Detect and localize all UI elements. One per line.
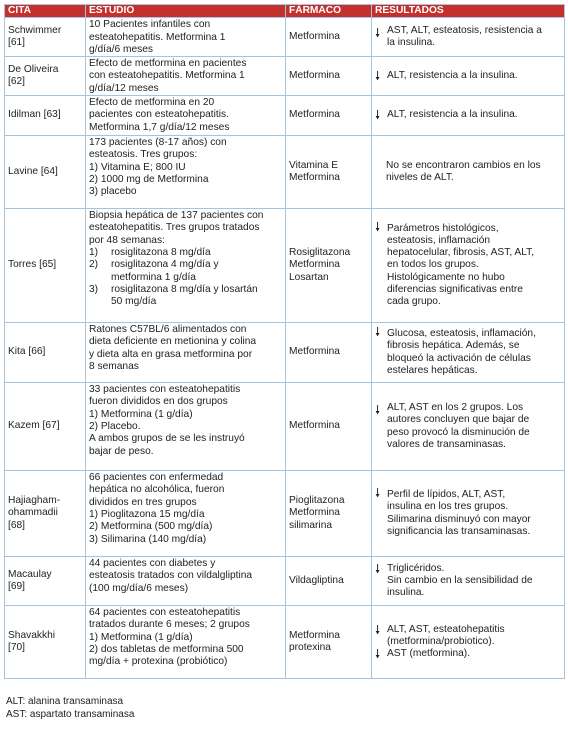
- estudio-line: esteatohepatitis. Metformina 1: [89, 31, 226, 43]
- decrease-arrow-icon: 🠗: [375, 219, 381, 234]
- resultado-line: Perfil de lípidos, ALT, AST,: [387, 488, 506, 500]
- estudio-line: A ambos grupos de se les instruyó: [89, 433, 245, 445]
- cita-line: Macaulay: [8, 568, 52, 580]
- list-number: 1): [89, 246, 99, 258]
- cita-cell: [5, 323, 86, 383]
- table-row: [5, 557, 565, 606]
- list-item-text: 50 mg/día: [111, 296, 157, 308]
- estudio-line: 2) 1000 mg de Metformina: [89, 173, 209, 185]
- estudio-line: 3) Silimarina (140 mg/día): [89, 533, 207, 545]
- resultado-line: diferencias significativas entre: [387, 284, 523, 296]
- estudio-line: esteatohepatitis. Tres grupos tratados: [89, 222, 260, 234]
- farmaco-cell: [286, 606, 372, 679]
- cita-line: Idilman [63]: [8, 109, 61, 121]
- resultados-cell: [372, 96, 565, 136]
- resultado-line: insulina en los tres grupos.: [387, 501, 509, 513]
- resultado-line: bloqueó la activación de células: [387, 352, 531, 364]
- resultado-line: peso provocó la disminución de: [387, 426, 530, 438]
- farmaco-cell: [286, 18, 372, 57]
- farmaco-line: Vildagliptina: [289, 574, 344, 586]
- estudio-cell: [86, 18, 286, 57]
- resultado-line: niveles de ALT.: [386, 172, 454, 184]
- estudio-line: 173 pacientes (8-17 años) con: [89, 137, 227, 149]
- estudio-line: Metformina 1,7 g/día/12 meses: [89, 121, 230, 133]
- estudio-line: bajar de peso.: [89, 445, 154, 457]
- estudio-line: 64 pacientes con esteatohepatitis: [89, 607, 241, 619]
- resultado-line: esteatosis, inflamación: [387, 234, 491, 246]
- header-cita: CITA: [5, 5, 86, 18]
- estudio-cell: [86, 136, 286, 209]
- resultado-line: hepatocelular, fibrosis, AST, ALT,: [387, 247, 535, 259]
- cita-cell: [5, 383, 86, 471]
- farmaco-line: Losartan: [289, 271, 329, 283]
- table-row: [5, 471, 565, 557]
- farmaco-line: Rosiglitazona: [289, 247, 351, 259]
- cita-line: Shavakkhi: [8, 629, 56, 641]
- estudio-line: 8 semanas: [89, 360, 139, 372]
- cita-cell: [5, 57, 86, 96]
- resultado-line: autores concluyen que bajar de: [387, 414, 530, 426]
- estudio-line: g/día/6 meses: [89, 43, 153, 55]
- estudio-cell: [86, 323, 286, 383]
- resultado-line: ALT, resistencia a la insulina.: [387, 109, 518, 121]
- cita-line: Schwimmer: [8, 24, 62, 36]
- resultado-line: No se encontraron cambios en los: [386, 159, 541, 171]
- farmaco-cell: [286, 557, 372, 606]
- cita-cell: [5, 557, 86, 606]
- estudio-line: g/día/12 meses: [89, 82, 159, 94]
- farmaco-cell: [286, 471, 372, 557]
- cita-line: [70]: [8, 642, 25, 654]
- cita-line: Kazem [67]: [8, 420, 60, 432]
- resultado-line: Glucosa, esteatosis, inflamación,: [387, 327, 536, 339]
- resultado-line: Triglicéridos.: [387, 562, 445, 574]
- resultado-line: la insulina.: [387, 37, 436, 49]
- estudio-cell: [86, 557, 286, 606]
- estudio-line: 1) Metformina (1 g/día): [89, 408, 193, 420]
- resultado-line: AST (metformina).: [387, 648, 471, 660]
- estudio-line: dieta deficiente en metionina y colina: [89, 336, 257, 348]
- table-row: [5, 323, 565, 383]
- table-row: [5, 18, 565, 57]
- farmaco-cell: [286, 136, 372, 209]
- resultados-cell: [372, 471, 565, 557]
- cita-cell: [5, 606, 86, 679]
- decrease-arrow-icon: 🠗: [375, 68, 381, 83]
- resultado-line: insulina.: [387, 587, 425, 599]
- estudio-cell: [86, 383, 286, 471]
- cita-line: Hajiagham-: [8, 495, 61, 507]
- estudio-line: 1) Metformina (1 g/día): [89, 631, 193, 643]
- resultado-line: Parámetros histológicos,: [387, 222, 499, 234]
- cita-line: [62]: [8, 76, 25, 88]
- resultado-line: en todos los grupos.: [387, 259, 479, 271]
- estudio-line: divididos en tres grupos: [89, 496, 197, 508]
- estudio-line: tratados durante 6 meses; 2 grupos: [89, 619, 250, 631]
- estudio-line: 66 pacientes con enfermedad: [89, 472, 224, 484]
- cita-cell: [5, 96, 86, 136]
- table-row: [5, 57, 565, 96]
- resultado-line: AST, ALT, esteatosis, resistencia a: [387, 24, 542, 36]
- farmaco-line: Metformina: [289, 420, 340, 432]
- estudio-line: (100 mg/día/6 meses): [89, 582, 189, 594]
- estudio-line: esteatosis. Tres grupos:: [89, 149, 198, 161]
- estudio-line: 2) Metformina (500 mg/día): [89, 521, 213, 533]
- estudio-line: Efecto de metformina en 20: [89, 97, 215, 109]
- resultado-line: ALT, resistencia a la insulina.: [387, 69, 518, 81]
- farmaco-line: protexina: [289, 642, 331, 654]
- resultados-cell: [372, 557, 565, 606]
- list-item-text: rosiglitazona 8 mg/día: [111, 246, 211, 258]
- estudio-line: pacientes con esteatohepatitis.: [89, 109, 229, 121]
- farmaco-cell: [286, 57, 372, 96]
- farmaco-line: Pioglitazona: [289, 495, 345, 507]
- farmaco-line: Metformina: [289, 507, 340, 519]
- estudio-line: mg/día + protexina (probiótico): [89, 656, 228, 668]
- farmaco-line: Metformina: [289, 346, 340, 358]
- estudio-line: esteatosis tratados con vildalgliptina: [89, 570, 253, 582]
- table-row: [5, 136, 565, 209]
- list-item-text: metformina 1 g/día: [111, 271, 196, 283]
- farmaco-line: Metformina: [289, 259, 340, 271]
- resultado-line: (metformina/probiotico).: [387, 635, 495, 647]
- list-item-text: rosiglitazona 4 mg/día y: [111, 259, 219, 271]
- estudio-line: por 48 semanas:: [89, 234, 165, 246]
- resultado-line: ALT, AST en los 2 grupos. Los: [387, 401, 524, 413]
- estudio-cell: [86, 96, 286, 136]
- resultados-cell: [372, 57, 565, 96]
- cita-line: ohammadii: [8, 507, 58, 519]
- decrease-arrow-icon: 🠗: [375, 647, 381, 662]
- table-row: [5, 606, 565, 679]
- header-estudio: ESTUDIO: [86, 5, 286, 18]
- resultado-line: Silimarina disminuyó con mayor: [387, 513, 531, 525]
- decrease-arrow-icon: 🠗: [375, 485, 381, 500]
- farmaco-cell: [286, 323, 372, 383]
- studies-table: [4, 4, 565, 679]
- farmaco-cell: [286, 383, 372, 471]
- estudio-cell: [86, 471, 286, 557]
- footnote: ALT: alanina transaminasa: [6, 696, 124, 707]
- farmaco-line: Metformina: [289, 109, 340, 121]
- cita-line: Lavine [64]: [8, 165, 58, 177]
- cita-cell: [5, 209, 86, 323]
- farmaco-line: Metformina: [289, 629, 340, 641]
- resultados-cell: [372, 606, 565, 679]
- estudio-line: 44 pacientes con diabetes y: [89, 558, 216, 570]
- estudio-line: Efecto de metformina en pacientes: [89, 58, 247, 70]
- resultado-line: fibrosis hepática. Además, se: [387, 340, 520, 352]
- estudio-line: Ratones C57BL/6 alimentados con: [89, 324, 247, 336]
- farmaco-cell: [286, 96, 372, 136]
- estudio-line: 33 pacientes con esteatohepatitis: [89, 384, 241, 396]
- cita-line: Kita [66]: [8, 346, 46, 358]
- farmaco-line: Metformina: [289, 31, 340, 43]
- estudio-line: 1) Vitamina E; 800 IU: [89, 161, 186, 173]
- estudio-line: 2) dos tabletas de metformina 500: [89, 643, 244, 655]
- farmaco-line: silimarina: [289, 519, 333, 531]
- decrease-arrow-icon: 🠗: [375, 622, 381, 637]
- estudio-cell: [86, 209, 286, 323]
- decrease-arrow-icon: 🠗: [375, 25, 381, 40]
- decrease-arrow-icon: 🠗: [375, 402, 381, 417]
- table-row: [5, 383, 565, 471]
- resultado-line: significancia las transaminasas.: [387, 525, 531, 537]
- header-farmaco: FÁRMACO: [286, 5, 372, 18]
- estudio-line: Biopsia hepática de 137 pacientes con: [89, 210, 264, 222]
- table-row: [5, 209, 565, 323]
- cita-line: [68]: [8, 519, 25, 531]
- cita-line: [69]: [8, 581, 25, 593]
- resultados-cell: [372, 383, 565, 471]
- resultados-cell: [372, 323, 565, 383]
- resultado-line: estelares hepáticas.: [387, 364, 478, 376]
- cita-cell: [5, 471, 86, 557]
- estudio-line: 2) Placebo.: [89, 420, 141, 432]
- estudio-line: hepática no alcohólica, fueron: [89, 484, 225, 496]
- header-row: [5, 5, 565, 18]
- decrease-arrow-icon: 🠗: [375, 324, 381, 339]
- cita-line: Torres [65]: [8, 259, 57, 271]
- resultado-line: Sin cambio en la sensibilidad de: [387, 574, 533, 586]
- resultado-line: Histológicamente no hubo: [387, 271, 505, 283]
- estudio-line: con esteatohepatitis. Metformina 1: [89, 70, 245, 82]
- estudio-cell: [86, 57, 286, 96]
- estudio-cell: [86, 606, 286, 679]
- cita-cell: [5, 18, 86, 57]
- farmaco-line: Metformina: [289, 172, 340, 184]
- footnotes: [6, 695, 134, 721]
- footnote: AST: aspartato transaminasa: [6, 709, 135, 720]
- resultado-line: cada grupo.: [387, 296, 441, 308]
- resultado-line: ALT, AST, esteatohepatitis: [387, 623, 505, 635]
- estudio-line: fueron divididos en dos grupos: [89, 396, 228, 408]
- resultado-line: valores de transaminasas.: [387, 438, 506, 450]
- farmaco-line: Vitamina E: [289, 159, 339, 171]
- estudio-line: 1) Pioglitazona 15 mg/día: [89, 508, 205, 520]
- list-number: 3): [89, 283, 99, 295]
- resultados-cell: [372, 209, 565, 323]
- list-item-text: rosiglitazona 8 mg/día y losartán: [111, 283, 258, 295]
- estudio-line: y dieta alta en grasa metformina por: [89, 348, 253, 360]
- decrease-arrow-icon: 🠗: [375, 108, 381, 123]
- decrease-arrow-icon: 🠗: [375, 561, 381, 576]
- cita-line: [61]: [8, 37, 25, 49]
- estudio-line: 3) placebo: [89, 186, 137, 198]
- header-resultados: RESULTADOS: [372, 5, 565, 18]
- farmaco-cell: [286, 209, 372, 323]
- resultados-cell: [372, 136, 565, 209]
- estudio-line: 10 Pacientes infantiles con: [89, 19, 211, 31]
- cita-line: De Oliveira: [8, 63, 59, 75]
- resultados-cell: [372, 18, 565, 57]
- farmaco-line: Metformina: [289, 69, 340, 81]
- list-number: 2): [89, 259, 99, 271]
- cita-cell: [5, 136, 86, 209]
- table-row: [5, 96, 565, 136]
